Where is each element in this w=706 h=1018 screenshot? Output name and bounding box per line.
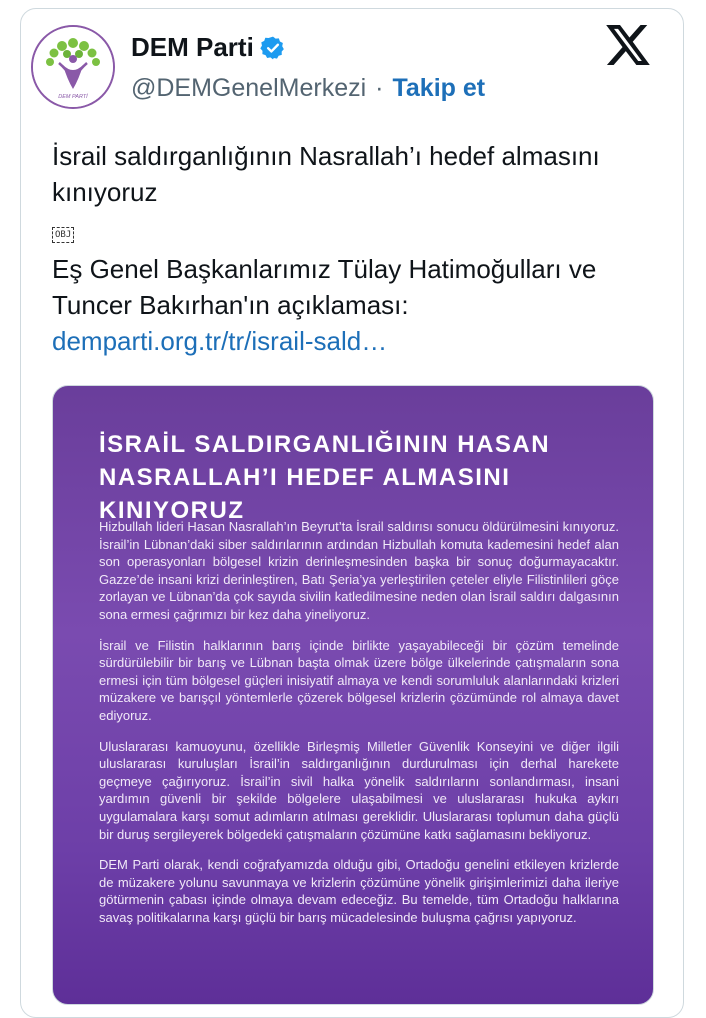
x-logo-icon[interactable] bbox=[606, 25, 650, 65]
media-paragraph: DEM Parti olarak, kendi coğrafyamızda olduğu gibi, Ortadoğu genelini etkileyen krizlerde de müzakere yolunu savunmaya ve krizlerin çözümüne yönelik girişimlerimizi daha ileriye götürmenin çabası içinde olmaya devam edeceğiz. Bu temelde, tüm Ortadoğu halklarına savaş politikalarına karşı güçlü bir barış mücadelesinde buluşma çağrısı yapıyoruz. bbox=[99, 857, 619, 925]
tweet-line-2: Eş Genel Başkanlarımız Tülay Hatimoğulları ve Tuncer Bakırhan'ın açıklaması: bbox=[52, 254, 597, 320]
separator-dot: · bbox=[375, 74, 384, 102]
name-row bbox=[131, 32, 286, 63]
media-paragraph: Uluslararası kamuoyunu, özellikle Birleşmiş Milletler Güvenlik Konseyini ve diğer ilgili uluslararası kuruluşları İsrail’in saldırganlığının durdurulması için derhal harekete geçmeye çağırıyoruz. İsrail’in sivil halka yönelik saldırılarını sonlandırması, insani yardımın güvenli bir şekilde bölgelere ulaşabilmesi ve uluslararası hukuka aykırı uygulamalara karşı somut adımların atılması gereklidir. Uluslararası toplumun daha güçlü bir duruş sergileyerek bölgedeki çatışmaların çözümüne katkı sağlamasını bekliyoruz. bbox=[99, 738, 619, 842]
follow-button[interactable]: Takip et bbox=[392, 74, 486, 102]
svg-text:DEM PARTİ: DEM PARTİ bbox=[58, 94, 88, 100]
media-body bbox=[99, 518, 619, 939]
tweet-line-1: İsrail saldırganlığının Nasrallah’ı hedef almasını kınıyoruz bbox=[52, 141, 600, 207]
tweet-media-image[interactable] bbox=[52, 385, 654, 1005]
media-paragraph: Hizbullah lideri Hasan Nasrallah’ın Beyrut’ta İsrail saldırısı sonucu öldürülmesini kınıyoruz. İsrail’in Lübnan’daki siber saldırılarının ardından Hizbullah komuta kademesini hedef alan son operasyonları bölgesel krizin derinleşmesinden başka bir sonuç doğurmayacaktır. Gazze’de insani krizi derinleştiren, Batı Şeria’ya yerleştirilen çeteler eliyle Filistinlileri göçe zorlayan ve Lübnan’da çok sayıda sivilin katledilmesine neden olan İsrail saldırı dalgasının sona ermesi çağrımızı bir kez daha yineliyoruz. bbox=[99, 519, 619, 622]
tweet-header bbox=[31, 22, 671, 112]
verified-badge-icon bbox=[260, 35, 286, 61]
account-handle[interactable]: @DEMGenelMerkezi bbox=[131, 74, 367, 102]
object-placeholder: OBJ bbox=[52, 227, 74, 243]
tweet-text bbox=[52, 138, 672, 359]
media-paragraph: İsrail ve Filistin halklarının barış içinde birlikte yaşayabileceği bir çözüm temelinde sürdürülebilir bir barış ve Lübnan başta olmak üzere bölge ülkelerinde çatışmaların sona ermesi için tüm bölgesel güçleri inisiyatif almaya ve kendi sorumluluk alanlarındaki krizleri müzakere ve barışçıl yöntemlerle çözerek bölgesel krizlerin çözümünde rol almaya davet ediyoruz. bbox=[99, 637, 619, 723]
account-name[interactable]: DEM Parti bbox=[131, 32, 254, 62]
dem-parti-logo bbox=[33, 27, 113, 107]
avatar[interactable] bbox=[31, 25, 115, 109]
media-title: İSRAİL SALDIRGANLIĞININ HASAN NASRALLAH’I HEDEF ALMASINI KINIYORUZ bbox=[99, 431, 551, 524]
handle-row bbox=[131, 74, 485, 103]
tweet-link[interactable]: demparti.org.tr/tr/israil-sald… bbox=[52, 326, 388, 356]
